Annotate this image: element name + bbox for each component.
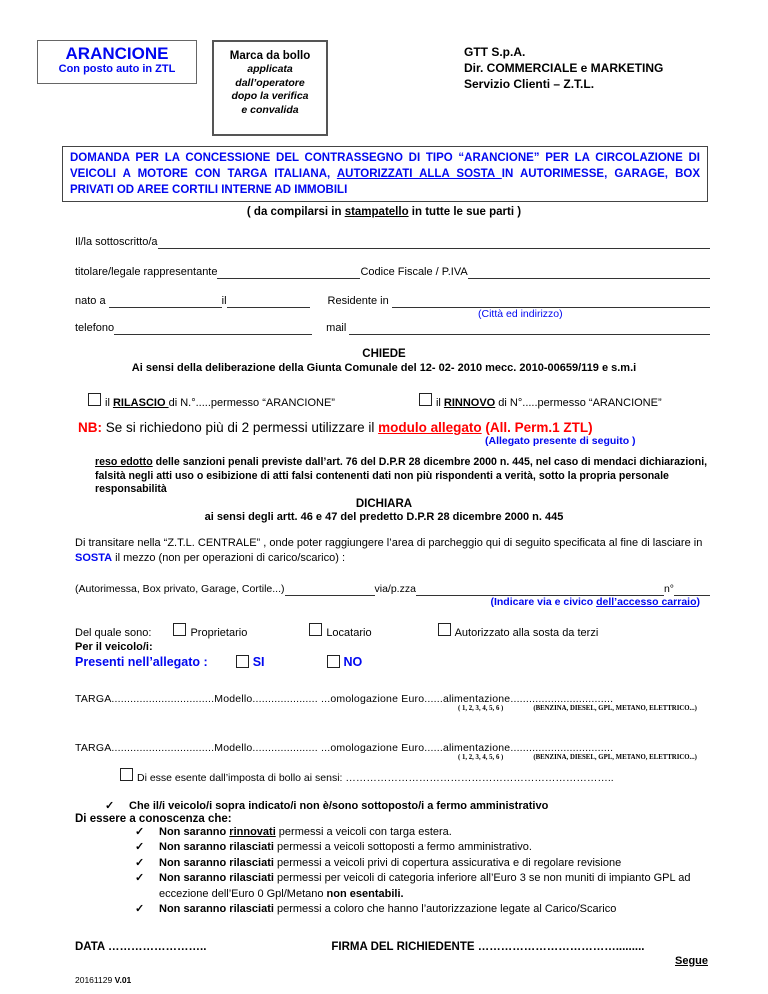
telefono-field[interactable] [114,322,312,335]
targa-row-1[interactable]: TARGA.................................Modello..................... ...omologazione Euro......alimentazione................................. [75,692,614,705]
mail-field[interactable] [349,322,710,335]
signature-row [75,941,710,953]
arancione-badge [37,40,197,84]
nato-label: nato a [75,295,106,307]
check-icon: ✓ [135,903,145,915]
reso-edotto-paragraph: reso edotto delle sanzioni penali previste dall’art. 76 del D.P.R 28 dicembre 2000 n. 445, nel caso di mendaci dichiarazioni, falsità negli atti uso o esibizione di atti falsi contenenti dati non più rispondenti a verità, sotto la propria personale responsabilità [95,456,708,495]
transit-paragraph: Di transitare nella “Z.T.L. CENTRALE” , onde poter raggiungere l’area di parcheggio qui di seguito specificata al fine di lasciare in SOSTA il mezzo (non per operazioni di carico/scarico) : [75,536,703,564]
dichiara-subtitle: ai sensi degli artt. 46 e 47 del predetto D.P.R 28 dicembre 2000 n. 445 [204,510,564,523]
rinnovo-option: il RINNOVO di N°.....permesso “ARANCIONE” [435,397,662,409]
title-part2: IN AUTORIMESSE, GARAGE, BOX PRIVATI OD AREE CORTILI INTERNE AD IMMOBILI [70,168,700,196]
nb-note: NB: Se si richiedono più di 2 permessi utilizzare il modulo allegato (All. Perm.1 ZTL) [78,420,593,435]
per-veicolo-label: Per il veicolo/i: [75,640,153,653]
rinnovo-checkbox[interactable] [419,393,432,406]
chiede-heading: CHIEDE [362,348,406,360]
residente-field[interactable] [392,295,710,308]
stamp-line: dopo la verifica [231,90,309,102]
fermo-declaration: ✓ Che il/i veicolo/i sopra indicato/i non è/sono sottoposto/i a fermo amministrativo [105,799,549,812]
rilascio-checkbox[interactable] [88,393,101,406]
request-type-row [88,393,710,409]
list-item: ✓ Non saranno rilasciati permessi a veicoli sottoposti a fermo amministrativo. [135,840,713,856]
check-icon: ✓ [105,799,115,812]
firma-label[interactable]: FIRMA DEL RICHIEDENTE ………………………………......... [331,940,645,953]
n-label: n° [663,582,674,595]
mail-label: mail [326,322,347,334]
title-part1: DOMANDA PER LA CONCESSIONE DEL CONTRASSEGNO DI TIPO “ARANCIONE” PER LA CIRCOLAZIONE DI VEICOLI A MOTORE CON TARGA ITALIANA, [70,152,700,180]
version-label: 20161129 V.01 [75,974,132,985]
presenti-allegato-label: Presenti nell’allegato : [75,654,208,669]
compile-note: ( da compilarsi in stampatello in tutte le sue parti ) [246,206,522,218]
esente-checkbox[interactable] [120,768,133,781]
accesso-carraio-note: (Indicare via e civico dell’accesso carraio) [490,595,700,608]
civico-field[interactable] [674,583,710,596]
presenti-allegato-row [75,655,710,669]
check-icon: ✓ [135,872,145,884]
codice-fiscale-field[interactable] [468,266,710,279]
citta-indirizzo-note: (Città ed indirizzo) [478,308,563,320]
allegato-si-checkbox[interactable] [236,655,249,668]
targa-sub-2 [75,754,710,762]
residente-label: Residente in [327,295,389,307]
sottoscritto-field[interactable] [158,236,710,249]
fuel-types-note: (BENZINA, DIESEL, GPL, METANO, ELETTRICO...) [533,753,697,761]
nato-field[interactable] [109,295,222,308]
proprietario-checkbox[interactable] [173,623,186,636]
list-item: ✓ Non saranno rilasciati permessi per veicoli di categoria inferiore all’Euro 3 se non muniti di impianto GPL ad eccezione dell’Euro 0 Gpl/Metano non esentabili. [135,871,713,902]
location-label: (Autorimessa, Box privato, Garage, Cortile...) [75,582,285,595]
titolare-field[interactable] [217,266,360,279]
location-row [75,583,710,596]
check-icon: ✓ [135,825,145,838]
nato-row [75,295,710,308]
locatario-checkbox[interactable] [309,623,322,636]
autorizzato-label: Autorizzato alla sosta da terzi [454,626,599,639]
no-label: NO [343,654,363,669]
list-item: ✓ Non saranno rilasciati permessi a coloro che hanno l’autorizzazione legate al Carico/Scarico [135,902,713,918]
esente-label: Di esse esente dall’imposta di bollo ai sensi: ………………………………………………………………….. [137,771,614,784]
dichiara-heading: DICHIARA [355,497,413,510]
header [0,0,768,146]
knowledge-title: Di essere a conoscenza che: [75,812,232,825]
euro-values-note: ( 1, 2, 3, 4, 5, 6 ) [458,753,504,761]
sosta-highlight: SOSTA [75,551,113,564]
rilascio-option: il RILASCIO di N.°.....permesso “ARANCIONE” [105,397,335,409]
data-label[interactable]: DATA …………………….. [75,940,207,953]
sottoscritto-row [75,236,710,249]
stamp-title: Marca da bollo [229,50,311,62]
autorizzato-checkbox[interactable] [438,623,451,636]
data-nascita-field[interactable] [227,295,310,308]
targa-row-2[interactable]: TARGA.................................Modello..................... ...omologazione Euro......alimentazione................................. [75,741,614,754]
allegato-note: (Allegato presente di seguito ) [485,435,636,447]
badge-subtitle: Con posto auto in ZTL [58,63,176,75]
proprietario-label: Proprietario [190,626,248,639]
titolare-label: titolare/legale rappresentante [75,266,218,278]
organization-block [464,44,663,92]
codice-fiscale-label: Codice Fiscale / P.IVA [360,266,468,278]
il-label: il [221,295,227,307]
badge-title: ARANCIONE [65,44,169,63]
check-icon: ✓ [135,856,145,869]
telefono-row [75,322,710,335]
stamp-line: applicata [247,63,293,75]
title-underlined: AUTORIZZATI ALLA SOSTA [336,168,502,180]
stamp-box [212,40,328,136]
org-name: GTT S.p.A. [464,45,526,59]
esente-row [120,768,710,784]
fuel-types-note: (BENZINA, DIESEL, GPL, METANO, ELETTRICO...) [533,704,697,712]
locatario-label: Locatario [326,626,372,639]
segue-label: Segue [674,954,708,967]
telefono-label: telefono [75,322,115,334]
si-label: SI [252,654,265,669]
form-title-box [62,146,708,202]
org-service: Servizio Clienti – Z.T.L. [464,77,595,91]
chiede-subtitle: Ai sensi della deliberazione della Giunta Comunale del 12- 02- 2010 mecc. 2010-00659/119 e s.m.i [131,362,637,374]
via-field[interactable] [416,583,664,596]
knowledge-list [135,825,713,918]
ownership-row [75,623,710,639]
ownership-label: Del quale sono: [75,626,152,639]
modulo-allegato-link: modulo allegato [378,420,482,435]
list-item: ✓ Non saranno rilasciati permessi a veicoli privi di copertura assicurativa e di regolare revisione [135,856,713,872]
stamp-line: e convalida [241,103,299,116]
euro-values-note: ( 1, 2, 3, 4, 5, 6 ) [458,704,504,712]
via-label: via/p.zza [374,582,416,595]
check-icon: ✓ [135,841,145,853]
allegato-no-checkbox[interactable] [327,655,340,668]
list-item: ✓ Non saranno rinnovati permessi a veicoli con targa estera. [135,825,713,841]
targa-sub-1 [75,705,710,713]
titolare-row [75,266,710,279]
location-type-field[interactable] [285,583,375,596]
org-department: Dir. COMMERCIALE e MARKETING [464,61,664,75]
stamp-line: dall’operatore [235,76,305,89]
sottoscritto-label: Il/la sottoscritto/a [75,236,158,248]
nb-label: NB: [78,420,102,435]
